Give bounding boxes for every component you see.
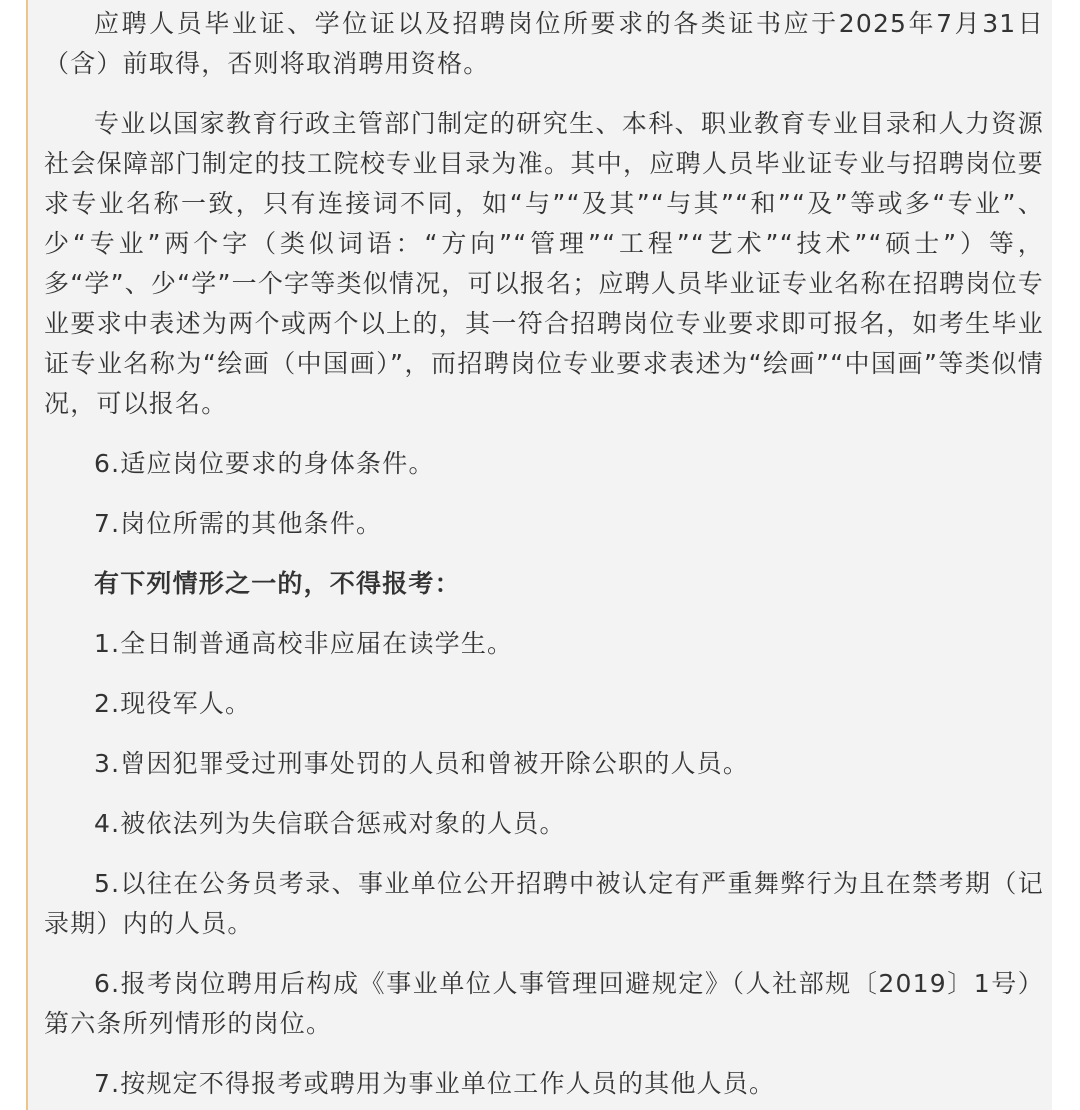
paragraph-major-matching: 专业以国家教育行政主管部门制定的研究生、本科、职业教育专业目录和人力资源社会保障部门制定的技工院校专业目录为准。其中，应聘人员毕业证专业与招聘岗位要求专业名称一致，只有连接词不同，如“与”“及其”“与其”“和”“及”等或多“专业”、少“专业”两个字（类似词语：“方向”“管理”“工程”“艺术”“技术”“硕士”）等，多“学”、少“学”一个字等类似情况，可以报名；应聘人员毕业证专业名称在招聘岗位专业要求中表述为两个或两个以上的，其一符合招聘岗位专业要求即可报名，如考生毕业证专业名称为“绘画（中国画）”，而招聘岗位专业要求表述为“绘画”“中国画”等类似情况，可以报名。	[44, 109, 1044, 418]
paragraph-ineligible-2: 2.现役军人。	[94, 689, 252, 718]
paragraph-ineligible-4: 4.被依法列为失信联合惩戒对象的人员。	[94, 809, 566, 838]
paragraph-ineligible-3: 3.曾因犯罪受过刑事处罚的人员和曾被开除公职的人员。	[94, 749, 750, 778]
paragraph-certificate-deadline: 应聘人员毕业证、学位证以及招聘岗位所要求的各类证书应于2025年7月31日（含）前取得，否则将取消聘用资格。	[44, 9, 1044, 78]
paragraph-ineligible-1: 1.全日制普通高校非应届在读学生。	[94, 629, 514, 658]
section-heading-ineligible: 有下列情形之一的，不得报考：	[94, 569, 461, 598]
document-page	[26, 0, 1052, 1110]
paragraph-ineligible-7: 7.按规定不得报考或聘用为事业单位工作人员的其他人员。	[94, 1069, 776, 1098]
paragraph-condition-6: 6.适应岗位要求的身体条件。	[94, 449, 435, 478]
paragraph-ineligible-6: 6.报考岗位聘用后构成《事业单位人事管理回避规定》（人社部规〔2019〕1号）第六条所列情形的岗位。	[44, 969, 1044, 1038]
paragraph-condition-7: 7.岗位所需的其他条件。	[94, 509, 383, 538]
paragraph-ineligible-5: 5.以往在公务员考录、事业单位公开招聘中被认定有严重舞弊行为且在禁考期（记录期）内的人员。	[44, 869, 1044, 938]
article-body	[44, 4, 1044, 1110]
